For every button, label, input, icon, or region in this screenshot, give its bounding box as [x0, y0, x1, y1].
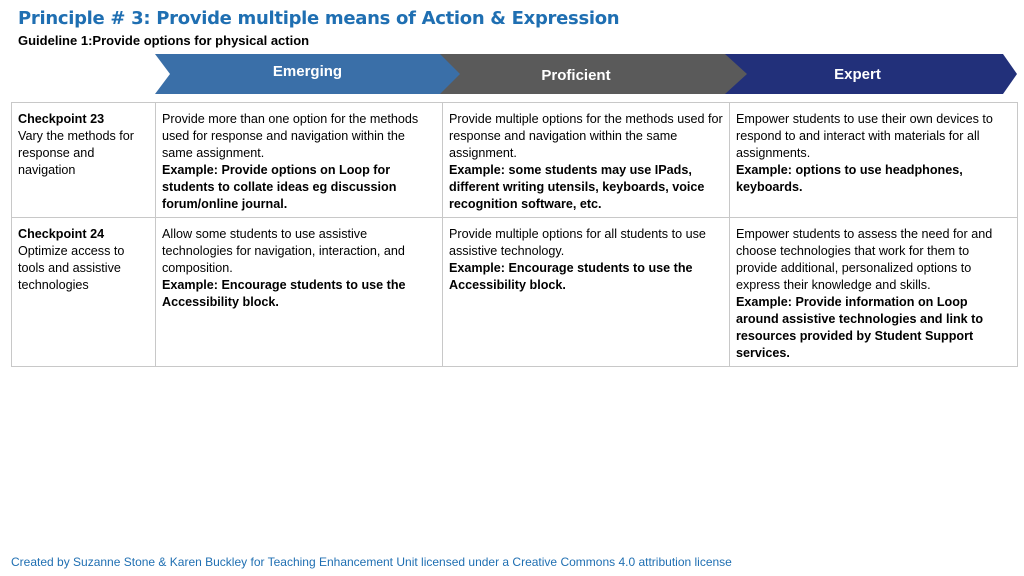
- cell-text: Provide multiple options for all students to use assistive technology.: [449, 227, 706, 258]
- cell-example: Example: Encourage students to use the Accessibility block.: [162, 278, 406, 309]
- checkpoint-description: Vary the methods for response and navigation: [18, 129, 134, 177]
- cell-example: Example: options to use headphones, keyboards.: [736, 163, 963, 194]
- checkpoint-cell: [12, 218, 156, 367]
- cell-example: Example: Provide options on Loop for students to collate ideas eg discussion forum/online journal.: [162, 163, 397, 211]
- cell-example: Example: some students may use IPads, different writing utensils, keyboards, voice recognition software, etc.: [449, 163, 705, 211]
- license-footer: Created by Suzanne Stone & Karen Buckley for Teaching Enhancement Unit licensed under a Creative Commons 4.0 attribution license: [11, 555, 732, 569]
- cell-text: Provide multiple options for the methods used for response and navigation within the same assignment.: [449, 112, 723, 160]
- cell-text: Provide more than one option for the methods used for response and navigation within the same assignment.: [162, 112, 419, 160]
- table-row: [12, 218, 1018, 367]
- level-label-expert: Expert: [834, 66, 881, 83]
- level-arrows: [0, 0, 1024, 100]
- emerging-cell: [156, 218, 443, 367]
- checkpoint-title: Checkpoint 24: [18, 227, 105, 241]
- checkpoint-title: Checkpoint 23: [18, 112, 105, 126]
- proficient-cell: [443, 103, 730, 218]
- cell-example: Example: Provide information on Loop around assistive technologies and link to resources provided by Student Support services.: [736, 295, 984, 360]
- level-arrows-graphic: [0, 0, 1024, 100]
- level-label-proficient: Proficient: [541, 67, 611, 84]
- cell-text: Allow some students to use assistive technologies for navigation, interaction, and composition.: [162, 227, 405, 275]
- level-label-emerging: Emerging: [272, 63, 343, 80]
- cell-example: Example: Encourage students to use the Accessibility block.: [449, 261, 693, 292]
- table-row: [12, 103, 1018, 218]
- checkpoint-description: Optimize access to tools and assistive technologies: [18, 244, 125, 292]
- guideline-subtitle: Guideline 1:Provide options for physical action: [18, 33, 310, 48]
- cell-text: Empower students to use their own devices to respond to and interact with materials for all assignments.: [736, 112, 993, 160]
- checkpoint-table: [11, 102, 1018, 367]
- page-title: Principle # 3: Provide multiple means of Action & Expression: [18, 8, 620, 29]
- proficient-cell: [443, 218, 730, 367]
- checkpoint-cell: [12, 103, 156, 218]
- emerging-cell: [156, 103, 443, 218]
- expert-cell: [730, 103, 1018, 218]
- expert-cell: [730, 218, 1018, 367]
- cell-text: Empower students to assess the need for and choose technologies that work for them to provide additional, personalized options to express their knowledge and skills.: [736, 227, 993, 292]
